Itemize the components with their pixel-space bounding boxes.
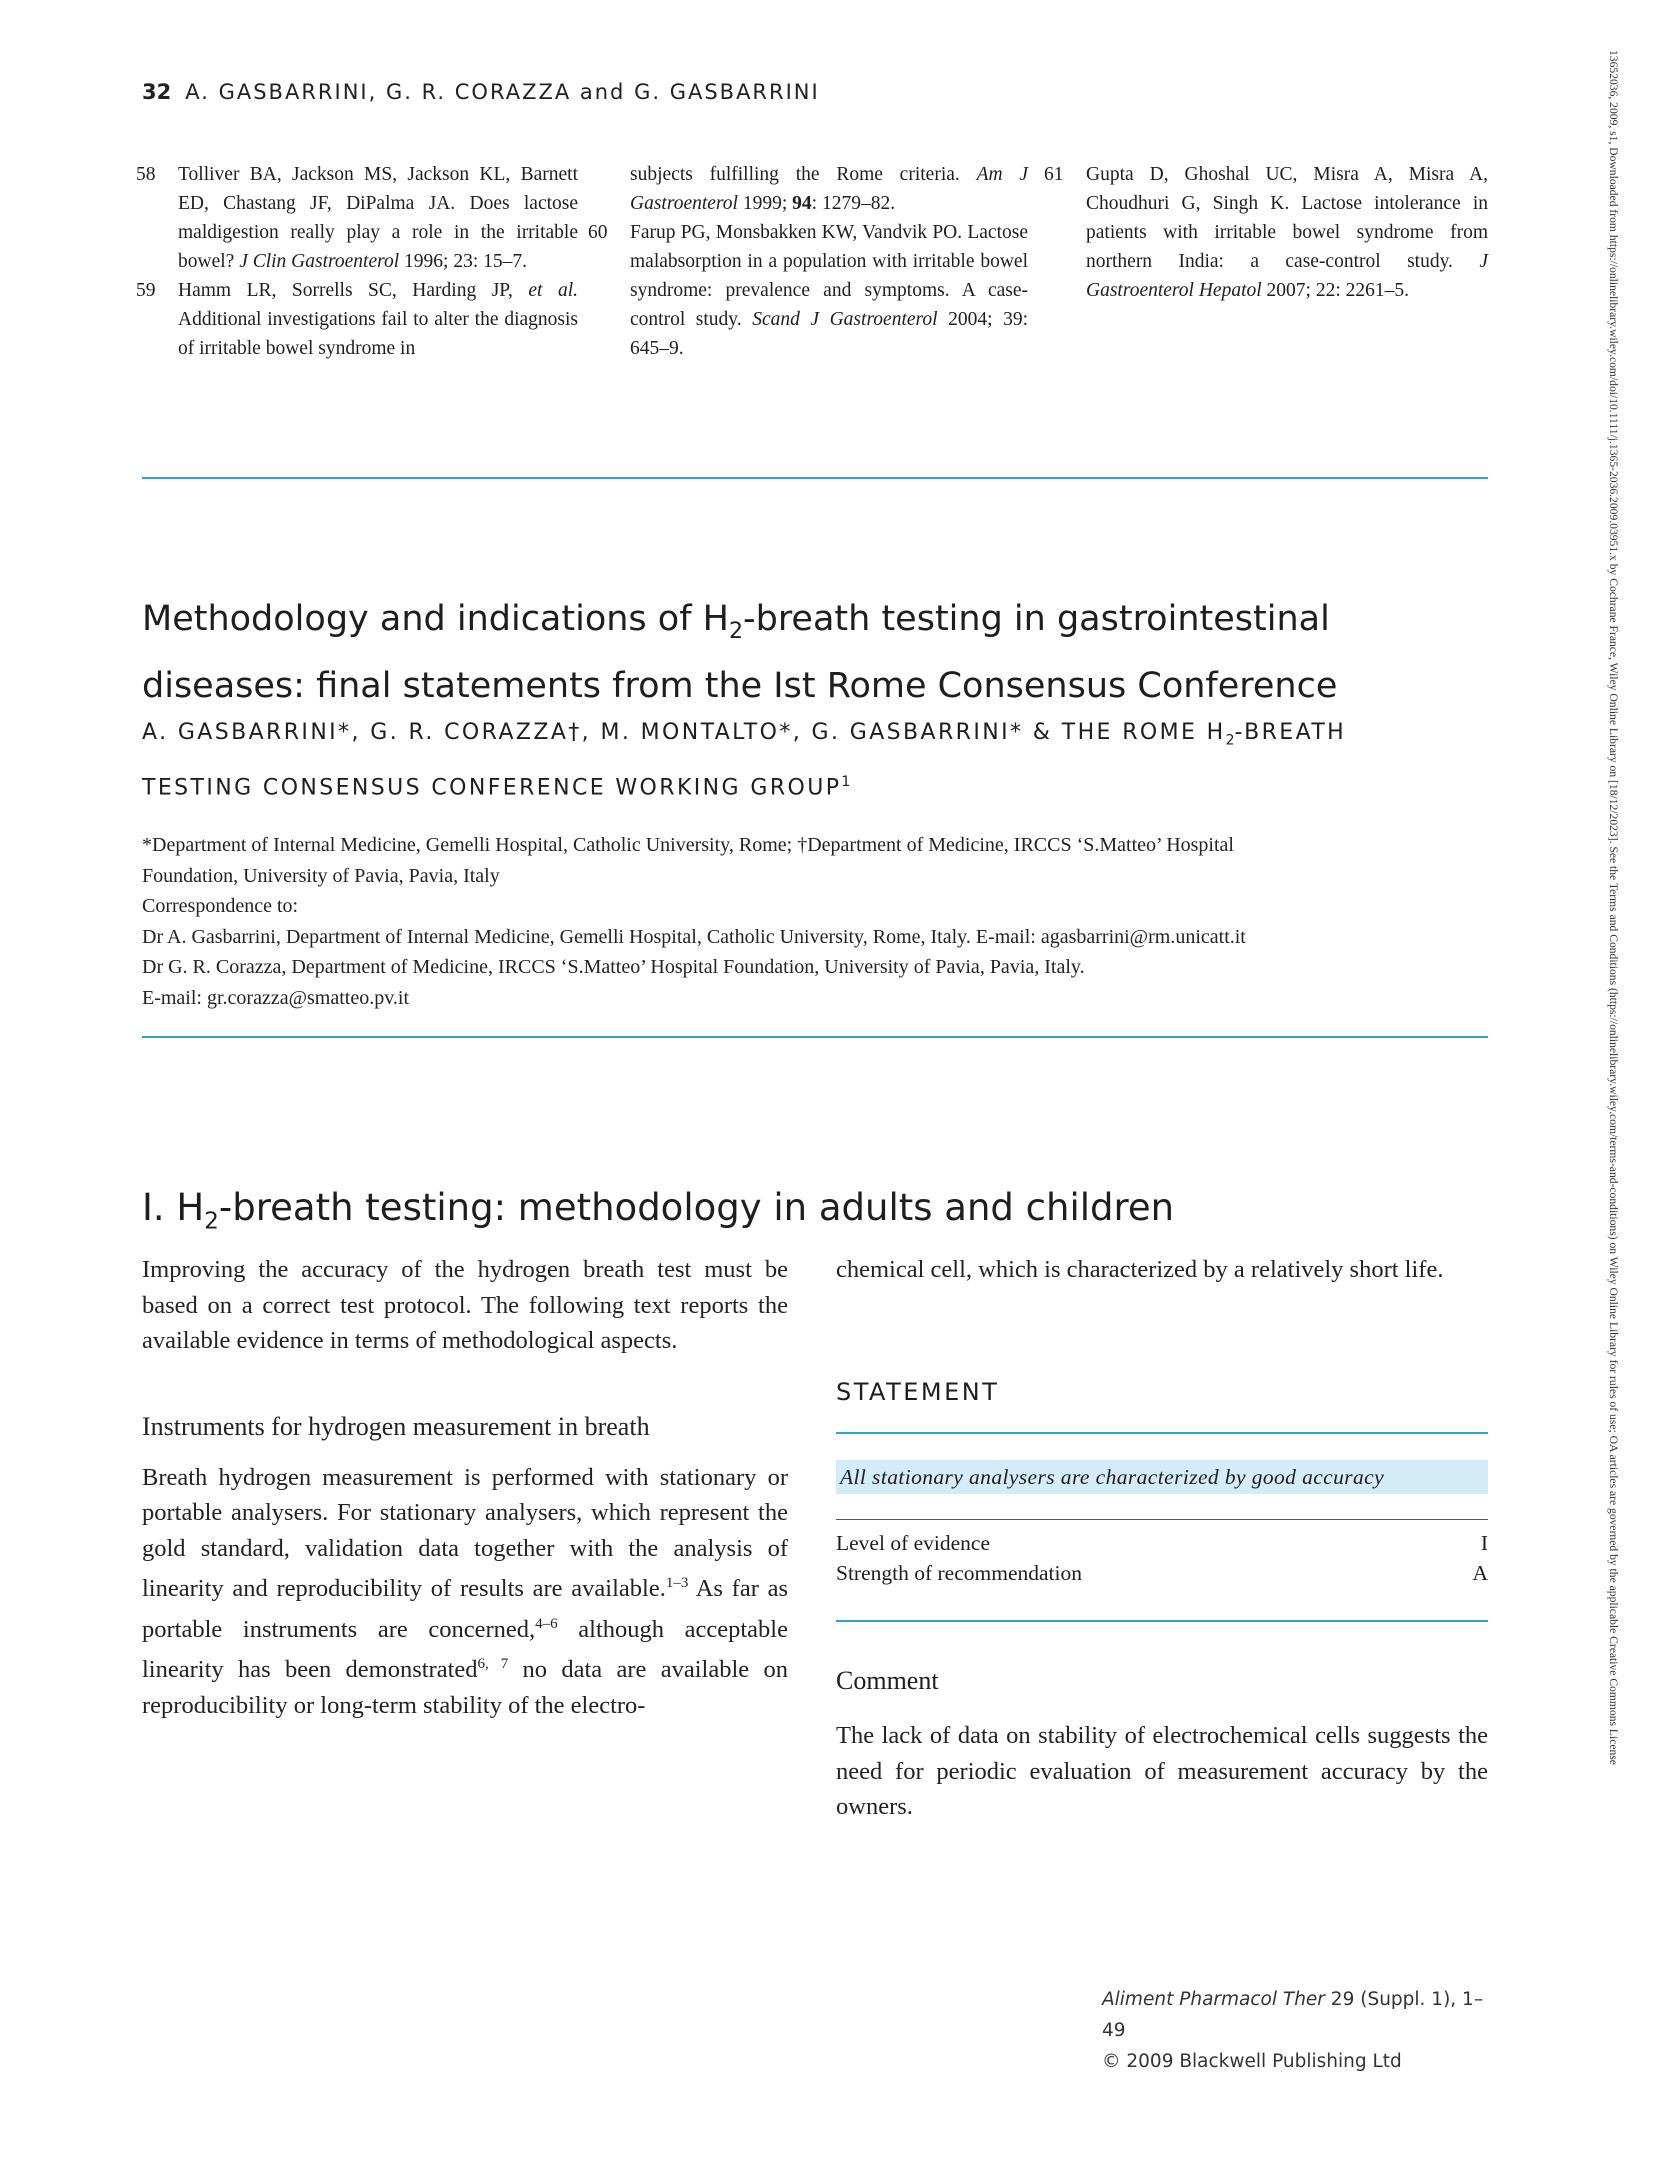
level-of-evidence-label: Level of evidence [836, 1531, 990, 1555]
paragraph-text: Breath hydrogen measurement is performed with stationary or portable analysers. For stationary analysers, which represent the gold standard, validation data together with the analysis of linearity and reproducibility of results are available. [142, 1463, 788, 1603]
reference-volume: 23 [453, 251, 473, 272]
references-column-3 [1044, 160, 1489, 305]
reference-title-continued: subjects fulfilling the Rome criteria. [630, 164, 960, 185]
reference-pages: 1279–82. [821, 193, 896, 214]
statement-box [836, 1432, 1488, 1622]
body-paragraph [142, 1460, 788, 1724]
reference-journal: J Clin Gastroenterol [239, 251, 400, 272]
intro-paragraph: Improving the accuracy of the hydrogen breath test must be based on a correct test protocol. The following text reports the available evidence in terms of methodological aspects. [142, 1256, 788, 1354]
article-title-subscript: 2 [728, 619, 743, 644]
paragraph-text: although acceptable linearity has been demonstrated [142, 1615, 788, 1684]
reference-authors: Farup PG, Monsbakken KW, Vandvik PO. [630, 222, 963, 243]
level-of-evidence-row [836, 1528, 1488, 1558]
reference-pages: 2261–5. [1345, 280, 1410, 301]
divider-rule-bottom [142, 1036, 1488, 1038]
reference-number: 60 [588, 222, 608, 243]
citation: 4–6 [535, 1615, 558, 1632]
body-column-right [836, 1252, 1488, 1288]
article-title-part: Methodology and indications of H [142, 599, 729, 639]
reference-59-continued: subjects fulfilling the Rome criteria. Am J Gastroenterol 1999; 94: 1279–82. [630, 164, 1029, 214]
reference-volume: 94 [792, 193, 812, 214]
body-column-left [142, 1252, 788, 1723]
reference-year: 1996 [404, 251, 444, 272]
reference-61: 61 Gupta D, Ghoshal UC, Misra A, Misra A, Choudhuri G, Singh K. Lactose intolerance in patients with irritable bowel syndrome from northern India: a case-control study. J Gastroenterol Hepatol 2007; 22: 2261–5. [1050, 160, 1488, 305]
section-heading-part: I. H [142, 1186, 205, 1229]
correspondence-label: Correspondence to: [142, 895, 299, 917]
authors-part: -BREATH [1234, 720, 1347, 745]
reference-title: Does lactose maldigestion really play a role in the irritable bowel? [178, 193, 579, 272]
statement-label: STATEMENT [836, 1378, 1000, 1406]
citation: 6, 7 [477, 1656, 509, 1673]
affiliations [142, 830, 1492, 1013]
correspondence-line: Dr G. R. Corazza, Department of Medicine, IRCCS ‘S.Matteo’ Hospital Foundation, University of Pavia, Pavia, Italy. [142, 956, 1085, 978]
footer-volume: 29 [1330, 1989, 1355, 2010]
reference-title: Additional investigations fail to alter the diagnosis of irritable bowel syndrome in [178, 309, 578, 359]
reference-pages: 645–9. [630, 338, 684, 359]
reference-60: 60 Farup PG, Monsbakken KW, Vandvik PO. Lactose malabsorption in a population with irritable bowel syndrome: prevalence and symptoms. A case-control study. Scand J Gastroenterol 2004; 39: 645–9. [594, 218, 1028, 363]
article-authors [142, 712, 1492, 810]
comment-heading: Comment [836, 1666, 939, 1695]
references-column-2 [588, 160, 1029, 363]
reference-year: 2004 [948, 309, 988, 330]
affiliation-line: *Department of Internal Medicine, Gemelli Hospital, Catholic University, Rome; †Department of Medicine, IRCCS ‘S.Matteo’ Hospital [142, 834, 1234, 856]
reference-authors: Tolliver BA, Jackson MS, Jackson KL, Barnett ED, Chastang JF, DiPalma JA. [178, 164, 578, 214]
paragraph-text: no data are available on reproducibility or long-term stability of the electro- [142, 1656, 788, 1719]
reference-journal: J Gastroenterol Hepatol [1086, 251, 1488, 301]
section-heading-subscript: 2 [204, 1208, 219, 1235]
affiliation-line: Foundation, University of Pavia, Pavia, Italy [142, 864, 500, 887]
reference-volume: 22 [1315, 280, 1336, 301]
level-of-evidence-value: I [1480, 1531, 1488, 1555]
footer-copyright: © 2009 Blackwell Publishing Ltd [1102, 2051, 1402, 2072]
footer-journal: Aliment Pharmacol Ther [1102, 1989, 1325, 2010]
download-side-note-text: 13652036, 2009, s1, Downloaded from https://onlinelibrary.wiley.com/doi/10.1111/j.1365-2036.2009.03951.x by Cochrane France, Wiley Online Library on [18/12/2023]. See the Terms and Conditions (https://onlinelibrary.wiley.com/terms-and-conditions) on Wiley Online Library for rules of use; OA articles are governed by the applicable Creative Commons License [1607, 50, 1620, 1765]
reference-journal: Am J Gastroenterol [630, 164, 1029, 214]
reference-number: 58 [136, 164, 156, 185]
statement-text: All stationary analysers are characterized by good accuracy [836, 1460, 1488, 1494]
article-title-line-2: diseases: final statements from the Ist Rome Consensus Conference [142, 666, 1338, 706]
article-title-part: -breath testing in gastrointestinal [742, 599, 1330, 639]
reference-year: 1999 [742, 193, 782, 214]
strength-of-recommendation-value: A [1472, 1561, 1488, 1585]
footer-suppl: (Suppl. 1), 1–49 [1102, 1989, 1484, 2041]
reference-number: 61 [1044, 164, 1064, 185]
running-header [142, 80, 942, 104]
page-number: 32 [142, 80, 172, 104]
authors-line-2: TESTING CONSENSUS CONFERENCE WORKING GROUP [142, 775, 842, 801]
correspondence-line: E-mail: gr.corazza@smatteo.pv.it [142, 986, 410, 1009]
reference-title: Lactose intolerance in patients with irritable bowel syndrome from northern India: a case-control study. [1086, 193, 1489, 272]
reference-journal: Scand J Gastroenterol [752, 309, 938, 330]
citation: 1–3 [665, 1575, 689, 1591]
authors-subscript: 2 [1225, 732, 1235, 749]
subsection-heading: Instruments for hydrogen measurement in breath [142, 1411, 650, 1441]
reference-etal: et al. [528, 280, 578, 301]
running-header-authors: A. GASBARRINI, G. R. CORAZZA and G. GASBARRINI [185, 80, 820, 104]
strength-of-recommendation-label: Strength of recommendation [836, 1561, 1082, 1585]
reference-59 [136, 276, 578, 363]
reference-volume: 39 [1003, 309, 1023, 330]
continuation-paragraph: chemical cell, which is characterized by a relatively short life. [836, 1256, 1444, 1283]
references-column-1 [136, 160, 579, 363]
comment-text: The lack of data on stability of electrochemical cells suggests the need for periodic evaluation of measurement accuracy by the owners. [836, 1722, 1488, 1820]
authors-superscript: 1 [841, 774, 851, 791]
reference-title: Lactose malabsorption in a population with irritable bowel syndrome: prevalence and symptoms. A case-control study. [630, 222, 1028, 330]
reference-authors: Hamm LR, Sorrells SC, Harding JP, [178, 280, 513, 301]
page-footer [1102, 1984, 1488, 2077]
footer-citation [1102, 1984, 1488, 2046]
strength-of-recommendation-row [836, 1558, 1488, 1588]
section-heading-part: -breath testing: methodology in adults and children [218, 1186, 1175, 1229]
section-heading [142, 1186, 1174, 1234]
reference-58: 58 Tolliver BA, Jackson MS, Jackson KL, Barnett ED, Chastang JF, DiPalma JA. Does lactose maldigestion really play a role in the irritable bowel? J Clin Gastroenterol 1996; 23: 15–7. [142, 160, 578, 276]
statement-separator [836, 1519, 1488, 1520]
reference-authors: Gupta D, Ghoshal UC, Misra A, Misra A, Choudhuri G, Singh K. [1086, 164, 1488, 214]
reference-number: 59 [136, 280, 156, 301]
reference-pages: 15–7. [483, 251, 527, 272]
authors-part: A. GASBARRINI*, G. R. CORAZZA†, M. MONTALTO*, G. GASBARRINI* & THE ROME H [142, 720, 1226, 745]
divider-rule-top [142, 477, 1488, 479]
download-side-note [1606, 50, 1620, 2130]
correspondence-line: Dr A. Gasbarrini, Department of Internal Medicine, Gemelli Hospital, Catholic University, Rome, Italy. E-mail: agasbarrini@rm.unicatt.it [142, 925, 1246, 948]
reference-year: 2007 [1266, 280, 1306, 301]
paragraph-text: As far as portable instruments are concerned, [142, 1575, 788, 1643]
article-title [142, 592, 1492, 713]
